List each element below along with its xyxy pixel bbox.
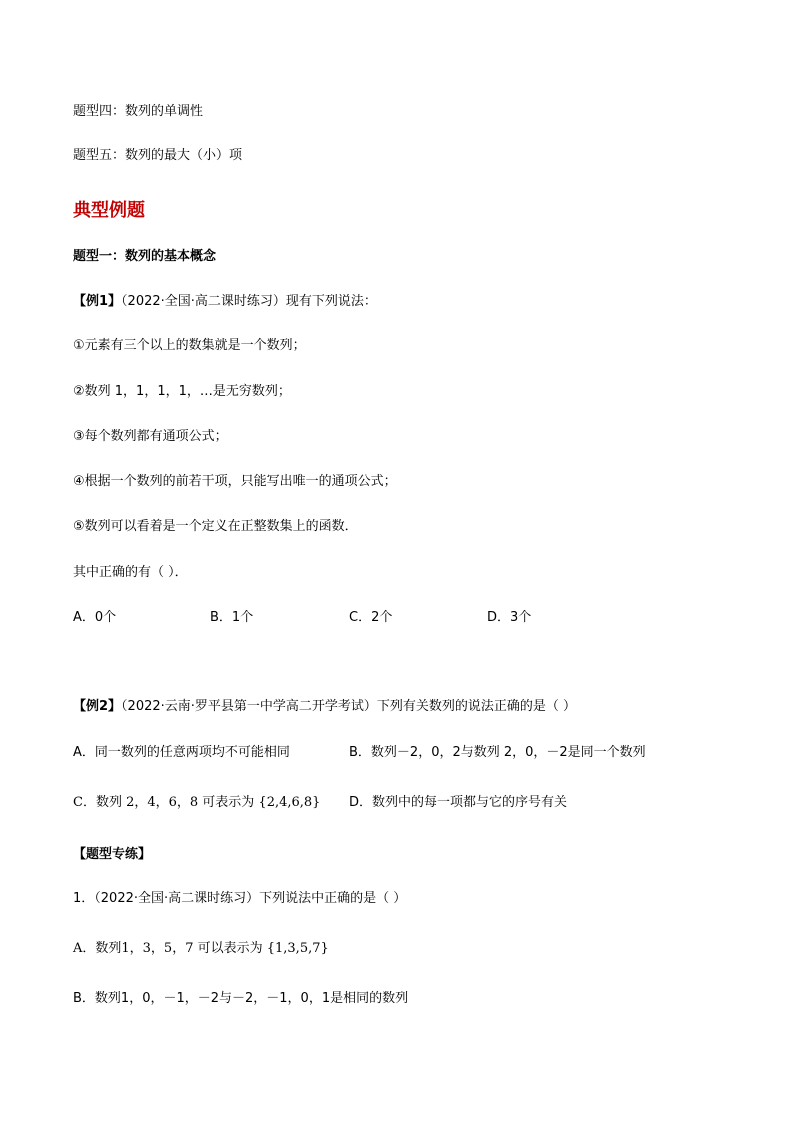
example-2-source: （2022·云南·罗平县第一中学高二开学考试）下列有关数列的说法正确的是（ ）: [121, 699, 577, 714]
practice-heading: 【题型专练】: [73, 847, 152, 862]
example-1-tag: 【例1】: [73, 294, 122, 309]
example-2-option-c: C．数列 2，4，6，8 可表示为 {2,4,6,8}: [73, 795, 321, 810]
section-heading: 典型例题: [73, 200, 145, 221]
type-one-heading: 题型一：数列的基本概念: [73, 249, 217, 264]
example-1-option-c: C．2个: [349, 610, 393, 625]
example-2-option-d: D．数列中的每一项都与它的序号有关: [349, 795, 568, 810]
statement-2: ②数列 1，1，1，1，…是无穷数列；: [73, 384, 291, 399]
type-five-line: 题型五：数列的最大（小）项: [73, 148, 243, 163]
example-2-option-b: B．数列－2，0，2与数列 2，0，－2是同一个数列: [349, 745, 646, 760]
example-1-option-b: B．1个: [210, 610, 254, 625]
example-2-option-a: A．同一数列的任意两项均不可能相同: [73, 745, 290, 760]
statement-5: ⑤数列可以看着是一个定义在正整数集上的函数．: [73, 519, 358, 534]
practice-1-option-b: B．数列1，0，－1，－2与－2，－1，0，1是相同的数列: [73, 991, 409, 1006]
question-1: 其中正确的有（ ）．: [73, 565, 188, 580]
type-four-line: 题型四：数列的单调性: [73, 104, 204, 119]
example-1-option-a: A．0个: [73, 610, 117, 625]
statement-1: ①元素有三个以上的数集就是一个数列；: [73, 338, 306, 353]
example-2-tag: 【例2】: [73, 699, 122, 714]
example-1-option-d: D．3个: [487, 610, 532, 625]
practice-1-question: 1．（2022·全国·高二课时练习）下列说法中正确的是（ ）: [73, 891, 407, 906]
example-1-source: （2022·全国·高二课时练习）现有下列说法：: [121, 294, 377, 309]
example-2-line: [73, 698, 576, 716]
example-1-line: [73, 293, 377, 311]
statement-4: ④根据一个数列的前若干项，只能写出唯一的通项公式；: [73, 474, 397, 489]
statement-3: ③每个数列都有通项公式；: [73, 429, 228, 444]
practice-1-option-a: A．数列1，3，5，7 可以表示为 {1,3,5,7}: [73, 941, 329, 956]
